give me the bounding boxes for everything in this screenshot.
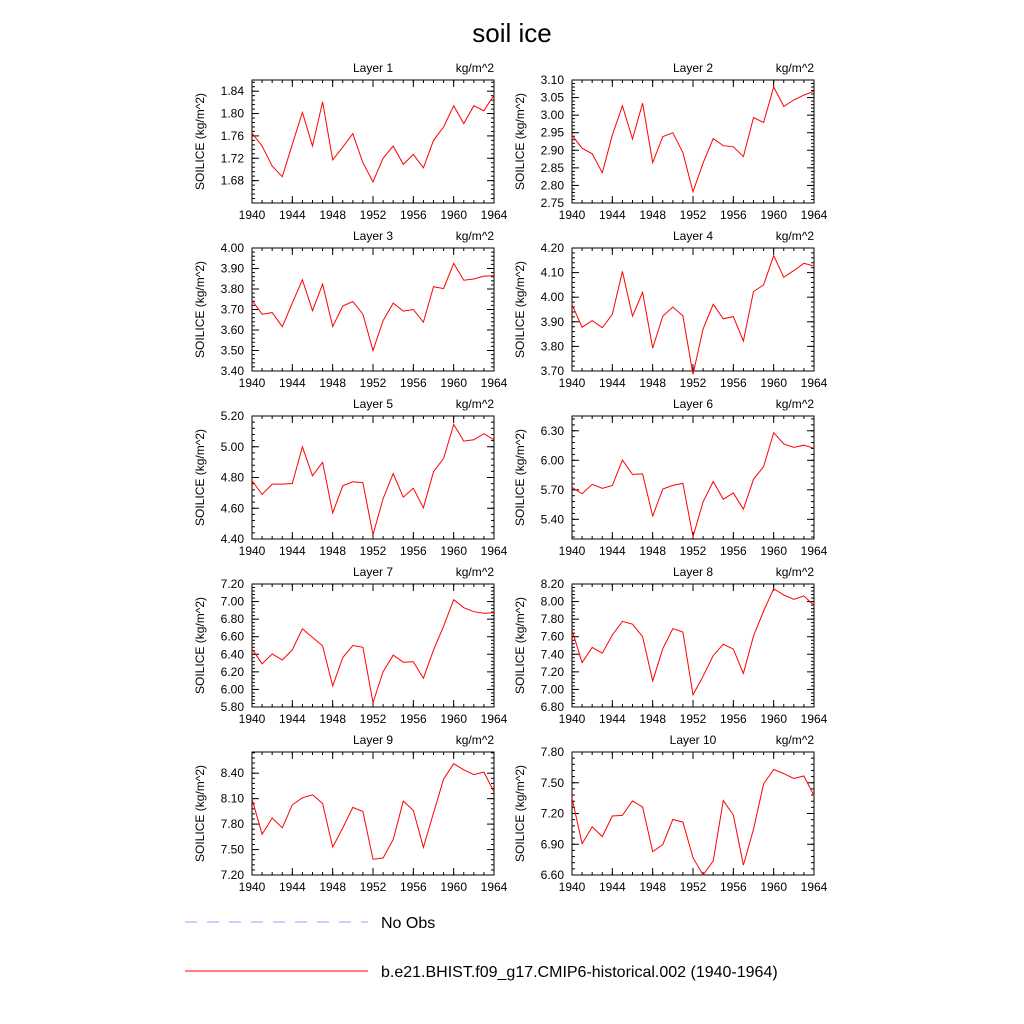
x-tick-label: 1956 [399, 712, 427, 726]
y-tick-label: 3.05 [540, 90, 564, 105]
y-tick-label: 3.80 [540, 339, 564, 354]
y-tick-label: 3.80 [220, 282, 244, 296]
panel-units: kg/m^2 [455, 565, 494, 579]
legend [185, 915, 778, 981]
y-tick-label: 3.50 [220, 343, 244, 358]
panel-units: kg/m^2 [455, 397, 494, 411]
x-tick-label: 1948 [639, 208, 667, 222]
x-tick-label: 1940 [238, 376, 266, 390]
y-tick-label: 5.80 [220, 700, 244, 714]
panel-frame [252, 80, 494, 203]
x-tick-label: 1948 [319, 208, 347, 222]
x-tick-label: 1940 [558, 544, 586, 558]
x-tick-label: 1952 [679, 208, 707, 222]
x-tick-label: 1960 [760, 880, 788, 894]
y-tick-label: 3.40 [220, 364, 244, 378]
panel-title: Layer 9 [352, 733, 394, 747]
y-tick-label: 6.60 [540, 868, 564, 882]
y-tick-label: 2.75 [540, 196, 564, 210]
panel-units: kg/m^2 [455, 733, 494, 747]
series-line-layer-8 [572, 589, 814, 695]
y-tick-label: 1.76 [220, 128, 244, 143]
y-tick-label: 3.60 [220, 323, 244, 337]
x-tick-label: 1948 [639, 712, 667, 726]
y-tick-label: 6.90 [540, 837, 564, 852]
x-tick-label: 1956 [719, 712, 747, 726]
y-tick-label: 7.00 [540, 682, 564, 697]
series-line-layer-2 [572, 87, 814, 192]
x-tick-label: 1960 [440, 880, 468, 894]
panel-title: Layer 6 [672, 397, 714, 411]
x-tick-label: 1952 [359, 544, 387, 558]
legend-entry [185, 964, 778, 981]
x-tick-label: 1956 [719, 208, 747, 222]
y-tick-label: 4.10 [540, 265, 564, 280]
panel-title: Layer 4 [672, 229, 714, 243]
panels-group [193, 61, 828, 894]
y-tick-label: 1.68 [220, 173, 244, 188]
panel-title: Layer 2 [672, 61, 714, 75]
panel-layer-3 [193, 229, 508, 390]
y-tick-label: 7.20 [540, 664, 564, 679]
panel-layer-9 [193, 733, 508, 894]
x-tick-label: 1964 [800, 376, 828, 390]
y-tick-label: 1.84 [220, 84, 244, 99]
y-tick-label: 7.00 [220, 594, 244, 609]
y-tick-label: 6.00 [540, 453, 564, 468]
x-tick-label: 1944 [278, 880, 306, 894]
x-tick-label: 1948 [639, 880, 667, 894]
series-line-layer-9 [252, 764, 494, 860]
y-tick-label: 8.00 [540, 594, 564, 609]
x-tick-label: 1940 [238, 208, 266, 222]
y-axis-label: SOILICE (kg/m^2) [193, 597, 207, 694]
series-line-layer-10 [572, 770, 814, 876]
y-axis-label: SOILICE (kg/m^2) [193, 261, 207, 358]
y-tick-label: 7.50 [540, 775, 564, 790]
series-line-layer-3 [252, 263, 494, 350]
panel-frame [572, 80, 814, 203]
y-axis-label: SOILICE (kg/m^2) [513, 93, 527, 190]
x-tick-label: 1940 [558, 208, 586, 222]
y-tick-label: 6.80 [540, 700, 564, 714]
y-tick-label: 1.72 [220, 151, 244, 166]
y-tick-label: 5.70 [540, 482, 564, 497]
panel-layer-1 [193, 61, 508, 222]
x-tick-label: 1948 [319, 376, 347, 390]
x-tick-label: 1948 [319, 544, 347, 558]
x-tick-label: 1952 [679, 880, 707, 894]
x-tick-label: 1952 [359, 880, 387, 894]
x-tick-label: 1956 [719, 544, 747, 558]
x-tick-label: 1960 [440, 376, 468, 390]
panel-layer-5 [193, 397, 508, 558]
x-tick-label: 1960 [760, 208, 788, 222]
y-axis-label: SOILICE (kg/m^2) [513, 429, 527, 526]
x-tick-label: 1960 [440, 544, 468, 558]
y-axis-label: SOILICE (kg/m^2) [193, 429, 207, 526]
panel-title: Layer 10 [669, 733, 717, 747]
legend-entry [185, 915, 435, 932]
panel-frame [252, 416, 494, 539]
legend-label: No Obs [381, 915, 436, 932]
x-tick-label: 1944 [598, 544, 626, 558]
panel-layer-6 [513, 397, 828, 558]
x-tick-label: 1952 [359, 712, 387, 726]
x-tick-label: 1960 [440, 712, 468, 726]
x-tick-label: 1960 [760, 712, 788, 726]
y-tick-label: 2.95 [540, 125, 564, 140]
x-tick-label: 1952 [679, 544, 707, 558]
y-tick-label: 8.40 [220, 766, 244, 781]
panel-frame [572, 248, 814, 371]
panel-title: Layer 7 [352, 565, 394, 579]
y-tick-label: 4.60 [220, 501, 244, 516]
x-tick-label: 1940 [238, 880, 266, 894]
panel-frame [572, 416, 814, 539]
y-tick-label: 2.85 [540, 160, 564, 175]
chart-title: soil ice [472, 18, 552, 48]
panel-title: Layer 8 [672, 565, 714, 579]
x-tick-label: 1944 [598, 376, 626, 390]
y-tick-label: 2.90 [540, 143, 564, 158]
legend-label: b.e21.BHIST.f09_g17.CMIP6-historical.002 (1940-1964) [381, 964, 778, 981]
x-tick-label: 1960 [760, 376, 788, 390]
x-tick-label: 1956 [399, 376, 427, 390]
panel-units: kg/m^2 [455, 229, 494, 243]
x-tick-label: 1940 [238, 544, 266, 558]
x-tick-label: 1964 [800, 544, 828, 558]
x-tick-label: 1964 [800, 880, 828, 894]
y-tick-label: 8.20 [540, 577, 564, 591]
y-tick-label: 7.20 [220, 868, 244, 882]
x-tick-label: 1956 [399, 880, 427, 894]
y-tick-label: 3.00 [540, 108, 564, 123]
y-tick-label: 7.60 [540, 629, 564, 644]
x-tick-label: 1956 [719, 880, 747, 894]
y-tick-label: 3.90 [540, 314, 564, 329]
x-tick-label: 1944 [598, 712, 626, 726]
y-tick-label: 3.70 [220, 302, 244, 317]
x-tick-label: 1944 [278, 544, 306, 558]
x-tick-label: 1952 [359, 376, 387, 390]
panel-units: kg/m^2 [775, 61, 814, 75]
series-line-layer-7 [252, 600, 494, 703]
x-tick-label: 1944 [598, 208, 626, 222]
y-tick-label: 7.80 [540, 612, 564, 627]
y-tick-label: 8.10 [220, 791, 244, 806]
y-tick-label: 4.00 [540, 290, 564, 305]
x-tick-label: 1948 [639, 544, 667, 558]
y-tick-label: 1.80 [220, 106, 244, 121]
x-tick-label: 1956 [719, 376, 747, 390]
y-axis-label: SOILICE (kg/m^2) [193, 765, 207, 862]
y-tick-label: 7.80 [540, 745, 564, 759]
panel-layer-8 [513, 565, 828, 726]
y-tick-label: 4.40 [220, 532, 244, 546]
x-tick-label: 1952 [679, 376, 707, 390]
y-tick-label: 3.70 [540, 364, 564, 378]
y-tick-label: 5.20 [220, 409, 244, 423]
y-tick-label: 5.40 [540, 512, 564, 527]
x-tick-label: 1948 [319, 880, 347, 894]
x-tick-label: 1964 [480, 208, 508, 222]
y-tick-label: 7.80 [220, 817, 244, 832]
panel-title: Layer 5 [352, 397, 394, 411]
series-line-layer-5 [252, 425, 494, 535]
y-tick-label: 4.00 [220, 241, 244, 255]
y-tick-label: 3.10 [540, 73, 564, 87]
y-tick-label: 6.60 [220, 629, 244, 644]
x-tick-label: 1944 [598, 880, 626, 894]
x-tick-label: 1948 [319, 712, 347, 726]
y-tick-label: 6.80 [220, 612, 244, 627]
panel-title: Layer 1 [352, 61, 394, 75]
series-line-layer-6 [572, 433, 814, 537]
x-tick-label: 1952 [359, 208, 387, 222]
panel-units: kg/m^2 [455, 61, 494, 75]
y-tick-label: 7.20 [220, 577, 244, 591]
y-tick-label: 6.30 [540, 423, 564, 438]
series-line-layer-1 [252, 95, 494, 182]
x-tick-label: 1940 [238, 712, 266, 726]
x-tick-label: 1964 [800, 208, 828, 222]
panel-units: kg/m^2 [775, 229, 814, 243]
x-tick-label: 1956 [399, 208, 427, 222]
panel-units: kg/m^2 [775, 397, 814, 411]
x-tick-label: 1948 [639, 376, 667, 390]
y-tick-label: 4.20 [540, 241, 564, 255]
panel-units: kg/m^2 [775, 565, 814, 579]
panel-layer-10 [513, 733, 828, 894]
x-tick-label: 1944 [278, 208, 306, 222]
panel-layer-4 [513, 229, 828, 390]
y-tick-label: 7.40 [540, 647, 564, 662]
panel-title: Layer 3 [352, 229, 394, 243]
series-line-layer-4 [572, 256, 814, 375]
y-tick-label: 7.20 [540, 806, 564, 821]
x-tick-label: 1960 [760, 544, 788, 558]
y-tick-label: 3.90 [220, 261, 244, 276]
panel-units: kg/m^2 [775, 733, 814, 747]
y-tick-label: 6.20 [220, 664, 244, 679]
y-tick-label: 5.00 [220, 439, 244, 454]
y-axis-label: SOILICE (kg/m^2) [513, 765, 527, 862]
x-tick-label: 1940 [558, 712, 586, 726]
x-tick-label: 1964 [480, 544, 508, 558]
y-tick-label: 6.00 [220, 682, 244, 697]
x-tick-label: 1964 [800, 712, 828, 726]
x-tick-label: 1964 [480, 376, 508, 390]
y-tick-label: 7.50 [220, 842, 244, 857]
y-axis-label: SOILICE (kg/m^2) [193, 93, 207, 190]
x-tick-label: 1944 [278, 712, 306, 726]
x-tick-label: 1952 [679, 712, 707, 726]
x-tick-label: 1940 [558, 880, 586, 894]
y-tick-label: 2.80 [540, 178, 564, 193]
x-tick-label: 1964 [480, 880, 508, 894]
y-axis-label: SOILICE (kg/m^2) [513, 261, 527, 358]
y-tick-label: 4.80 [220, 470, 244, 485]
y-tick-label: 6.40 [220, 647, 244, 662]
x-tick-label: 1956 [399, 544, 427, 558]
x-tick-label: 1964 [480, 712, 508, 726]
x-tick-label: 1940 [558, 376, 586, 390]
panel-layer-7 [193, 565, 508, 726]
panel-frame [252, 248, 494, 371]
x-tick-label: 1960 [440, 208, 468, 222]
panel-layer-2 [513, 61, 828, 222]
y-axis-label: SOILICE (kg/m^2) [513, 597, 527, 694]
panel-frame [572, 584, 814, 707]
x-tick-label: 1944 [278, 376, 306, 390]
